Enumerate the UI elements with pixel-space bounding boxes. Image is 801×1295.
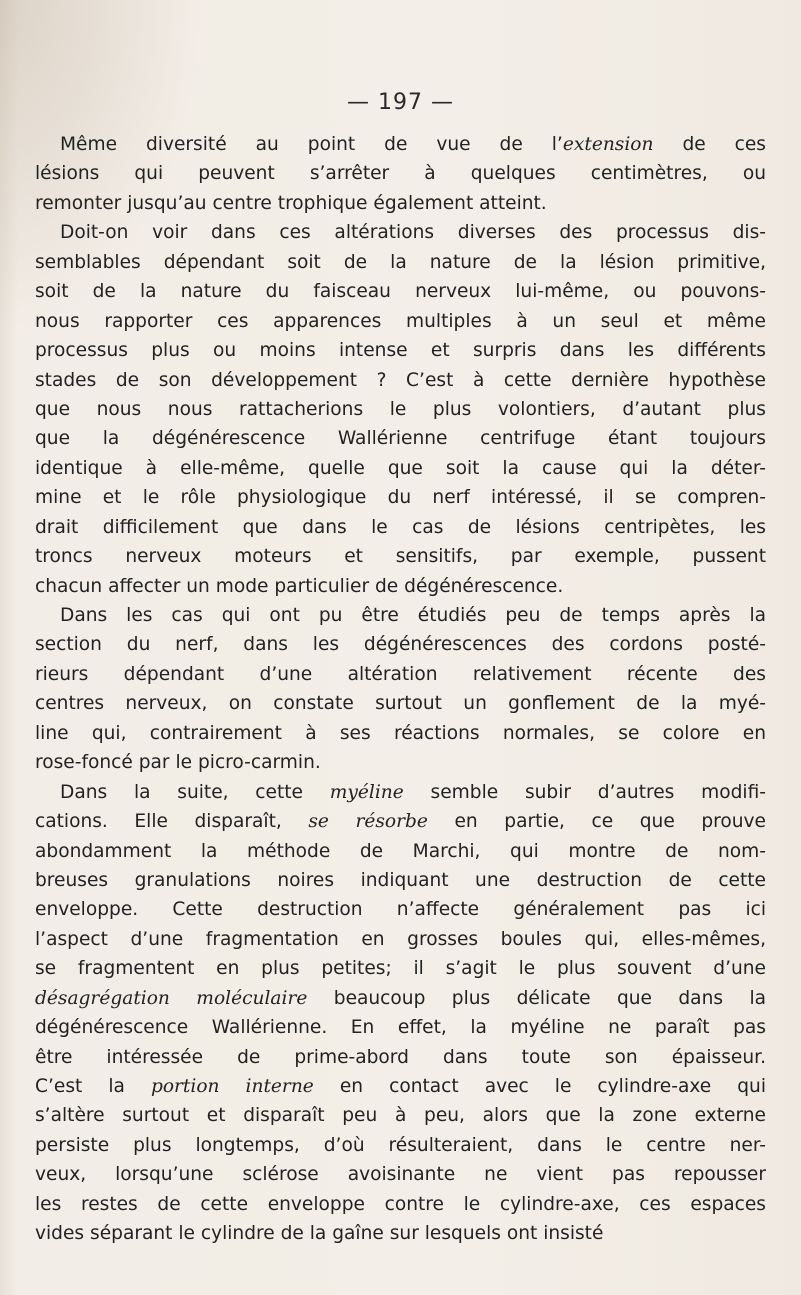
text-line	[35, 984, 766, 1013]
paragraph	[35, 218, 766, 601]
text-run: identique à elle-même, quelle que soit la cause qui la déter-	[35, 457, 766, 479]
text-line	[35, 778, 766, 807]
text-line	[35, 1190, 766, 1219]
text-line	[35, 277, 766, 306]
text-run: que la dégénérescence Wallérienne centrifuge étant toujours	[35, 428, 766, 450]
text-line	[35, 630, 766, 659]
text-run: semble subir d’autres modifi-	[403, 781, 766, 803]
italic-text-run: se résorbe	[308, 811, 428, 833]
text-run: cations. Elle disparaît,	[35, 811, 309, 833]
text-line	[35, 366, 766, 395]
text-run: être intéressée de prime-abord dans toute son épaisseur.	[35, 1046, 766, 1068]
text-line	[35, 483, 766, 512]
italic-text-run: myéline	[329, 781, 404, 803]
text-line	[35, 1160, 766, 1189]
text-line	[35, 1043, 766, 1072]
text-line	[35, 513, 766, 542]
text-run: en contact avec le cylindre-axe qui	[313, 1076, 767, 1097]
text-run: soit de la nature du faisceau nerveux lui-même, ou pouvons-	[35, 281, 766, 303]
text-line	[35, 837, 766, 866]
text-run: nous rapporter ces apparences multiples à un seul et même	[35, 310, 766, 332]
italic-text-run: portion interne	[150, 1076, 314, 1097]
text-run: Dans les cas qui ont pu être étudiés peu de temps après la	[60, 605, 766, 626]
text-run: line qui, contrairement à ses réactions normales, se colore en	[35, 722, 766, 744]
text-run: l’aspect d’une fragmentation en grosses boules qui, elles-mêmes,	[35, 928, 766, 950]
italic-text-run: désagrégation moléculaire	[35, 987, 308, 1009]
text-line	[35, 424, 766, 453]
text-line	[35, 159, 766, 188]
text-run: se fragmentent en plus petites; il s’agit le plus souvent d’une	[35, 958, 766, 980]
text-line	[35, 218, 766, 247]
text-run: rieurs dépendant d’une altération relativement récente des	[35, 663, 766, 685]
text-line	[35, 954, 766, 983]
text-run: Dans la suite, cette	[60, 781, 330, 803]
text-line	[35, 454, 766, 483]
text-run: Doit-on voir dans ces altérations diverses des processus dis-	[60, 222, 766, 244]
text-run: Même diversité au point de vue de l’	[60, 134, 563, 155]
text-line	[35, 807, 766, 836]
text-run: mine et le rôle physiologique du nerf intéressé, il se compren-	[35, 487, 766, 509]
text-run: les restes de cette enveloppe contre le cylindre-axe, ces espaces	[35, 1193, 766, 1215]
paragraph	[35, 778, 766, 1249]
text-line	[35, 601, 766, 630]
text-run: troncs nerveux moteurs et sensitifs, par exemple, pussent	[35, 546, 766, 568]
text-line	[35, 248, 766, 277]
text-run: semblables dépendant soit de la nature de la lésion primitive,	[35, 251, 766, 273]
text-run: abondamment la méthode de Marchi, qui montre de nom-	[35, 840, 766, 862]
text-line	[35, 189, 766, 218]
paragraph	[35, 601, 766, 778]
text-line	[35, 660, 766, 689]
text-run: drait difficilement que dans le cas de lésions centripètes, les	[35, 516, 766, 538]
paragraph	[35, 130, 766, 218]
text-line	[35, 866, 766, 895]
page-number: — 197 —	[347, 90, 454, 115]
text-line	[35, 1131, 766, 1160]
text-line	[35, 1013, 766, 1042]
text-line	[35, 307, 766, 336]
text-line	[35, 572, 766, 601]
text-line	[35, 130, 766, 159]
text-line	[35, 1219, 766, 1248]
text-line	[35, 689, 766, 718]
text-run: s’altère surtout et disparaît peu à peu, alors que la zone externe	[35, 1105, 766, 1127]
text-run: veux, lorsqu’une sclérose avoisinante ne vient pas repousser	[35, 1164, 766, 1186]
text-run: que nous nous rattacherions le plus volontiers, d’autant plus	[35, 398, 766, 420]
text-run: en partie, ce que prouve	[427, 811, 766, 833]
text-run: stades de son développement ? C’est à cette dernière hypothèse	[35, 369, 766, 391]
text-line	[35, 748, 766, 777]
text-run: remonter jusqu’au centre trophique également atteint.	[35, 192, 547, 214]
text-run: C’est la	[35, 1076, 151, 1097]
text-run: section du nerf, dans les dégénérescences des cordons posté-	[35, 634, 766, 656]
body-text	[35, 130, 766, 1249]
text-run: centres nerveux, on constate surtout un gonflement de la myé-	[35, 693, 766, 715]
text-run: lésions qui peuvent s’arrêter à quelques centimètres, ou	[35, 163, 766, 185]
italic-text-run: extension	[562, 134, 654, 155]
text-line	[35, 925, 766, 954]
text-run: vides séparant le cylindre de la gaîne sur lesquels ont insisté	[35, 1223, 604, 1245]
text-line	[35, 895, 766, 924]
text-line	[35, 542, 766, 571]
text-line	[35, 719, 766, 748]
text-line	[35, 1101, 766, 1130]
text-run: de ces	[653, 134, 766, 155]
text-line	[35, 336, 766, 365]
text-line	[35, 395, 766, 424]
text-run: enveloppe. Cette destruction n’affecte généralement pas ici	[35, 899, 766, 921]
text-run: dégénérescence Wallérienne. En effet, la myéline ne paraît pas	[35, 1017, 766, 1039]
text-run: breuses granulations noires indiquant une destruction de cette	[35, 869, 766, 891]
text-line	[35, 1072, 766, 1101]
text-run: beaucoup plus délicate que dans la	[307, 987, 767, 1009]
text-run: processus plus ou moins intense et surpris dans les différents	[35, 340, 766, 362]
text-run: rose-foncé par le picro-carmin.	[35, 752, 321, 774]
text-run: chacun affecter un mode particulier de dégénérescence.	[35, 575, 564, 597]
text-run: persiste plus longtemps, d’où résulteraient, dans le centre ner-	[35, 1134, 766, 1156]
